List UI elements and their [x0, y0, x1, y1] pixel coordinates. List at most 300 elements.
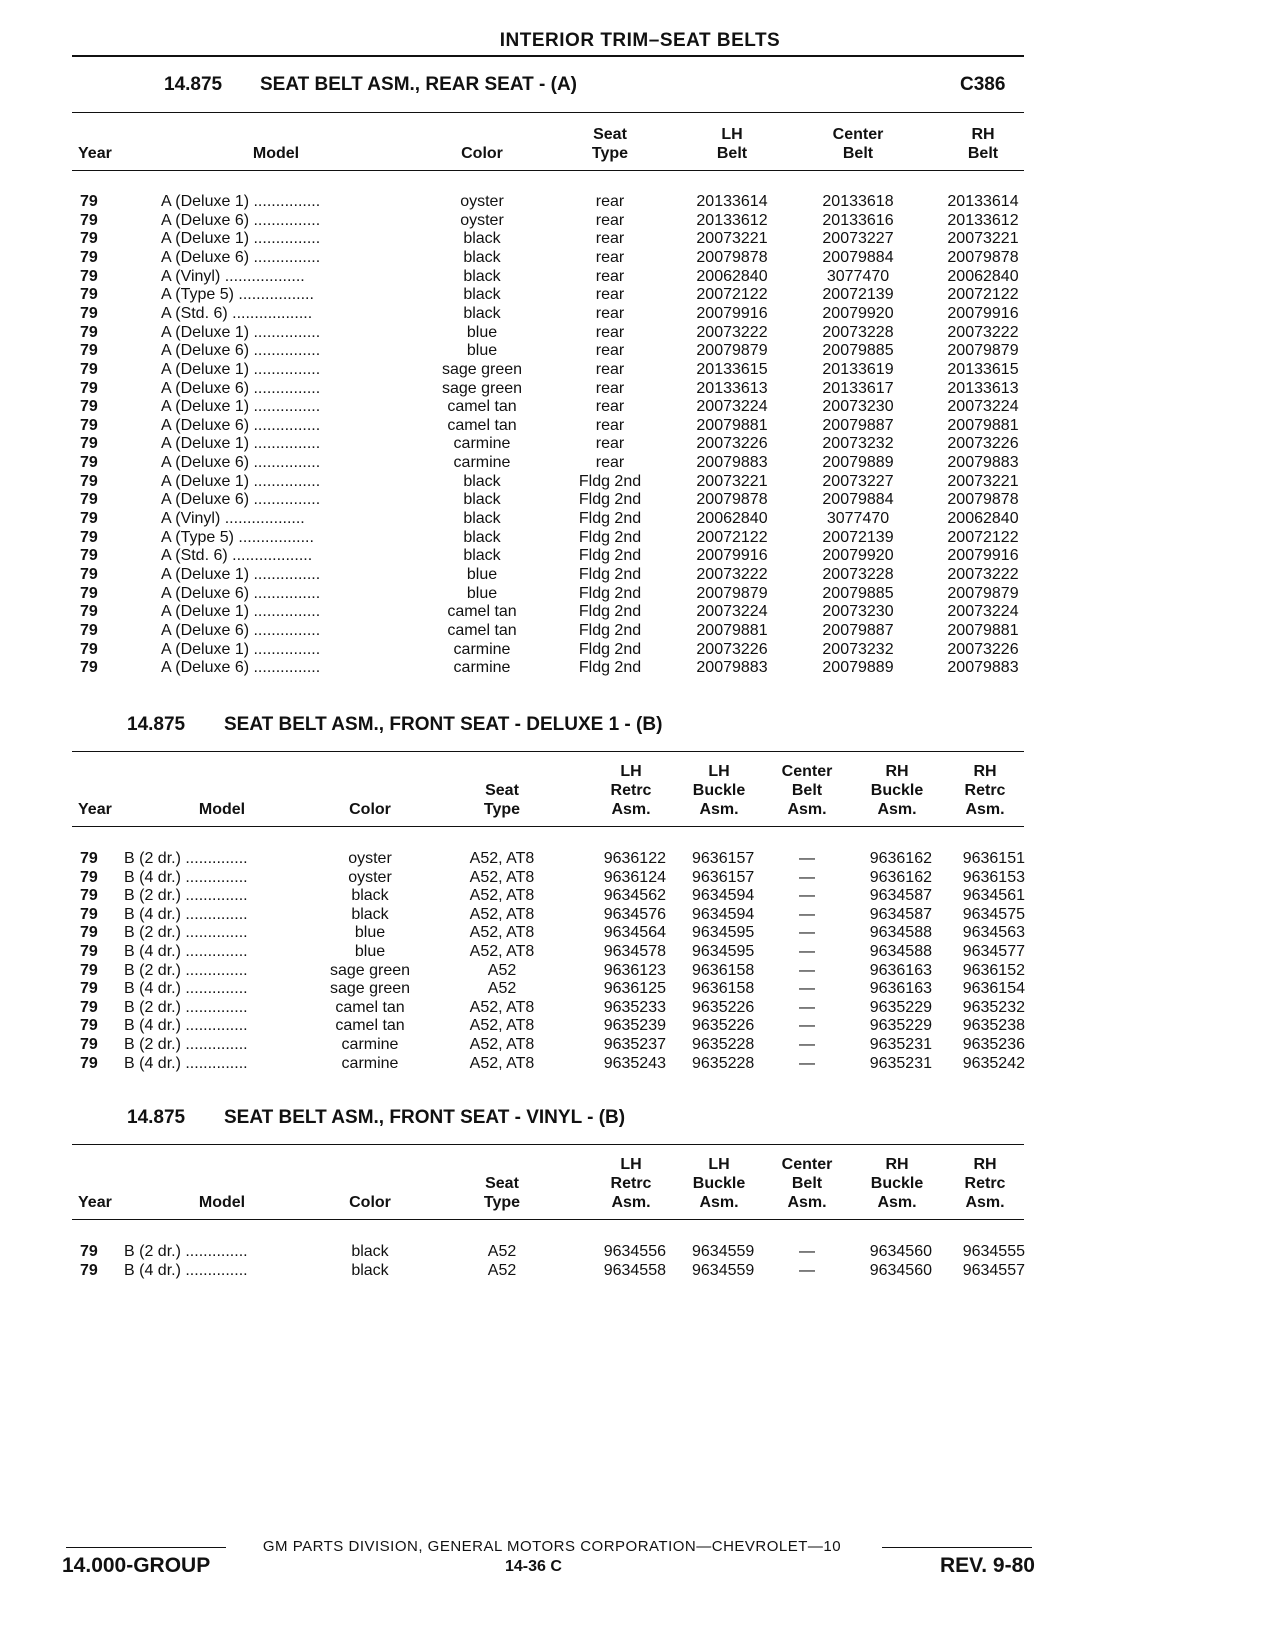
cell-year: 79 [80, 1243, 98, 1260]
cell-center-belt: — [799, 961, 815, 979]
cell-lh-belt: 20073222 [696, 323, 768, 341]
cell-lh-retrc: 9634558 [603, 1261, 666, 1279]
cell-center-belt: 20079885 [822, 342, 894, 360]
cell-rh-belt: 20133615 [947, 360, 1019, 378]
cell-model: A (Deluxe 6) ............... [161, 621, 321, 639]
cell-center-belt: 20079889 [822, 454, 894, 472]
cell-year: 79 [80, 566, 98, 583]
cell-year: 79 [80, 323, 98, 341]
cell-seat-type: A52, AT8 [469, 1054, 535, 1072]
rear-hdr-color: Color [461, 145, 503, 162]
cell-color: oyster [348, 850, 392, 867]
cell-center-belt: — [799, 1243, 815, 1260]
cell-lh-buckle: 9634595 [692, 924, 755, 942]
cell-rh-buckle: 9636163 [869, 980, 932, 998]
cell-seat-type: rear [595, 211, 625, 229]
vinyl-hdr-rh-buckle: RH Buckle Asm. [870, 1156, 924, 1211]
cell-color: camel tan [447, 398, 517, 416]
cell-year: 79 [80, 547, 98, 565]
cell-rh-buckle: 9635231 [869, 1036, 932, 1053]
cell-rh-belt: 20062840 [947, 510, 1019, 528]
cell-model: A (Deluxe 1) ............... [161, 603, 321, 621]
cell-year: 79 [80, 528, 98, 546]
table-row [0, 584, 1280, 603]
cell-rh-buckle: 9635231 [869, 1054, 932, 1072]
cell-color: sage green [441, 379, 523, 397]
footer-rule-left [66, 1547, 226, 1548]
cell-rh-buckle: 9636163 [869, 961, 932, 979]
rear-hdr-center-belt: Center Belt [832, 126, 884, 162]
table-row [0, 323, 1280, 342]
cell-lh-buckle: 9635226 [692, 1017, 755, 1035]
cell-year: 79 [80, 621, 98, 639]
deluxe-hdr-year: Year [78, 801, 112, 818]
cell-model: A (Deluxe 6) ............... [161, 416, 321, 434]
cell-lh-belt: 20079878 [696, 248, 768, 266]
cell-model: B (2 dr.) .............. [124, 1036, 248, 1053]
cell-model: B (2 dr.) .............. [124, 850, 248, 867]
deluxe-section-number: 14.875 [127, 714, 186, 735]
table-row [0, 229, 1280, 248]
table-row [0, 942, 1280, 961]
cell-center-belt: 20133619 [822, 360, 894, 378]
cell-rh-retrc: 9634575 [962, 905, 1025, 923]
cell-lh-belt: 20133613 [696, 379, 768, 397]
cell-rh-belt: 20073221 [947, 230, 1019, 248]
cell-center-belt: — [799, 1036, 815, 1053]
cell-seat-type: A52, AT8 [469, 905, 535, 923]
cell-lh-belt: 20079879 [696, 584, 768, 602]
cell-center-belt: — [799, 998, 815, 1016]
cell-model: B (4 dr.) .............. [124, 1017, 248, 1035]
cell-color: black [463, 547, 501, 565]
cell-color: carmine [453, 659, 511, 677]
cell-center-belt: 20073232 [822, 435, 894, 453]
cell-year: 79 [80, 435, 98, 453]
cell-lh-retrc: 9634576 [603, 905, 666, 923]
footer-group: 14.000-GROUP [62, 1554, 211, 1577]
cell-rh-retrc: 9634561 [962, 887, 1025, 905]
table-row [0, 640, 1280, 659]
table-row [0, 360, 1280, 379]
cell-seat-type: A52, AT8 [469, 868, 535, 886]
table-row [0, 849, 1280, 868]
vinyl-hdr-seat-type: Seat Type [483, 1175, 521, 1211]
vinyl-header-rule [72, 1219, 1024, 1220]
cell-lh-retrc: 9636125 [603, 980, 666, 998]
cell-rh-belt: 20073222 [947, 566, 1019, 583]
cell-center-belt: — [799, 887, 815, 905]
cell-color: camel tan [335, 1017, 405, 1035]
cell-rh-buckle: 9636162 [869, 868, 932, 886]
cell-year: 79 [80, 1054, 98, 1072]
cell-color: black [463, 510, 501, 528]
cell-color: blue [354, 943, 386, 960]
cell-rh-retrc: 9634577 [962, 943, 1025, 960]
footer-rule-right [882, 1547, 1032, 1548]
cell-model: A (Deluxe 1) ............... [161, 640, 321, 658]
cell-year: 79 [80, 454, 98, 472]
cell-center-belt: 20073228 [822, 323, 894, 341]
cell-year: 79 [80, 230, 98, 248]
cell-seat-type: A52 [487, 980, 517, 998]
cell-color: camel tan [447, 621, 517, 639]
cell-lh-buckle: 9634559 [692, 1243, 755, 1260]
cell-year: 79 [80, 491, 98, 509]
rear-section-code: C386 [960, 74, 1006, 95]
cell-lh-belt: 20073221 [696, 472, 768, 490]
cell-model: A (Std. 6) .................. [161, 547, 313, 565]
cell-model: A (Deluxe 1) ............... [161, 566, 321, 583]
vinyl-section-title: SEAT BELT ASM., FRONT SEAT - VINYL - (B) [224, 1107, 626, 1128]
table-row [0, 961, 1280, 980]
cell-model: A (Deluxe 6) ............... [161, 379, 321, 397]
cell-center-belt: 3077470 [826, 510, 890, 528]
cell-seat-type: rear [595, 416, 625, 434]
cell-color: carmine [453, 454, 511, 472]
cell-model: B (4 dr.) .............. [124, 1261, 248, 1279]
cell-rh-buckle: 9634560 [869, 1243, 932, 1260]
table-row [0, 1035, 1280, 1054]
cell-model: A (Deluxe 6) ............... [161, 248, 321, 266]
cell-lh-buckle: 9636157 [692, 850, 755, 867]
cell-lh-buckle: 9636158 [692, 980, 755, 998]
cell-color: oyster [348, 868, 392, 886]
deluxe-hdr-model: Model [198, 801, 246, 818]
cell-seat-type: A52 [487, 961, 517, 979]
cell-center-belt: — [799, 850, 815, 867]
cell-color: carmine [453, 435, 511, 453]
vinyl-hdr-year: Year [78, 1194, 112, 1211]
cell-rh-belt: 20079881 [947, 621, 1019, 639]
table-row [0, 602, 1280, 621]
table-row [0, 434, 1280, 453]
cell-year: 79 [80, 924, 98, 942]
cell-model: A (Deluxe 6) ............... [161, 584, 321, 602]
cell-rh-buckle: 9636162 [869, 850, 932, 867]
cell-model: A (Deluxe 1) ............... [161, 230, 321, 248]
cell-center-belt: — [799, 980, 815, 998]
cell-seat-type: Fldg 2nd [578, 659, 642, 677]
cell-lh-belt: 20079881 [696, 416, 768, 434]
cell-center-belt: 20133618 [822, 193, 894, 210]
cell-lh-buckle: 9635228 [692, 1036, 755, 1053]
cell-center-belt: 20133617 [822, 379, 894, 397]
cell-rh-retrc: 9634563 [962, 924, 1025, 942]
cell-seat-type: rear [595, 435, 625, 453]
cell-lh-retrc: 9634578 [603, 943, 666, 960]
cell-lh-belt: 20073226 [696, 435, 768, 453]
cell-lh-retrc: 9635237 [603, 1036, 666, 1053]
cell-seat-type: Fldg 2nd [578, 621, 642, 639]
cell-lh-retrc: 9634556 [603, 1243, 666, 1260]
cell-color: black [463, 491, 501, 509]
cell-model: B (4 dr.) .............. [124, 943, 248, 960]
cell-rh-belt: 20079916 [947, 304, 1019, 322]
footer-revision: REV. 9-80 [940, 1554, 1035, 1577]
cell-rh-belt: 20073221 [947, 472, 1019, 490]
table-row [0, 267, 1280, 286]
cell-seat-type: rear [595, 342, 625, 360]
cell-model: B (4 dr.) .............. [124, 905, 248, 923]
cell-rh-belt: 20133612 [947, 211, 1019, 229]
cell-color: sage green [441, 360, 523, 378]
rear-section-number: 14.875 [164, 74, 223, 95]
cell-color: carmine [341, 1054, 399, 1072]
cell-year: 79 [80, 640, 98, 658]
cell-model: B (2 dr.) .............. [124, 1243, 248, 1260]
deluxe-hdr-rh-retrc: RH Retrc Asm. [964, 763, 1006, 818]
cell-lh-belt: 20073226 [696, 640, 768, 658]
cell-rh-belt: 20079881 [947, 416, 1019, 434]
cell-rh-belt: 20073226 [947, 435, 1019, 453]
deluxe-hdr-center-belt: Center Belt Asm. [781, 763, 833, 818]
cell-year: 79 [80, 211, 98, 229]
cell-year: 79 [80, 659, 98, 677]
cell-lh-belt: 20079881 [696, 621, 768, 639]
cell-model: A (Deluxe 1) ............... [161, 435, 321, 453]
cell-model: A (Vinyl) .................. [161, 267, 305, 285]
cell-year: 79 [80, 304, 98, 322]
table-row [0, 658, 1280, 677]
cell-center-belt: — [799, 868, 815, 886]
cell-center-belt: 20073227 [822, 230, 894, 248]
cell-color: black [463, 267, 501, 285]
cell-lh-belt: 20079879 [696, 342, 768, 360]
table-row [0, 248, 1280, 267]
cell-model: A (Type 5) ................. [161, 528, 314, 546]
cell-seat-type: A52 [487, 1243, 517, 1260]
cell-seat-type: A52, AT8 [469, 1017, 535, 1035]
cell-rh-belt: 20073222 [947, 323, 1019, 341]
cell-seat-type: rear [595, 230, 625, 248]
cell-lh-belt: 20079916 [696, 547, 768, 565]
footer-page-number: 14-36 C [505, 1558, 562, 1575]
footer-publisher-line: GM PARTS DIVISION, GENERAL MOTORS CORPORATION—CHEVROLET—10 [262, 1538, 842, 1555]
cell-center-belt: 20072139 [822, 528, 894, 546]
cell-lh-retrc: 9635233 [603, 998, 666, 1016]
rear-top-rule [72, 112, 1024, 113]
cell-rh-retrc: 9635236 [962, 1036, 1025, 1053]
deluxe-top-rule [72, 751, 1024, 752]
cell-year: 79 [80, 342, 98, 360]
cell-lh-retrc: 9636123 [603, 961, 666, 979]
table-row [0, 416, 1280, 435]
cell-rh-buckle: 9634588 [869, 943, 932, 960]
cell-lh-retrc: 9635243 [603, 1054, 666, 1072]
cell-seat-type: Fldg 2nd [578, 603, 642, 621]
cell-center-belt: — [799, 1261, 815, 1279]
cell-lh-belt: 20062840 [696, 267, 768, 285]
cell-model: A (Std. 6) .................. [161, 304, 313, 322]
cell-lh-belt: 20079878 [696, 491, 768, 509]
cell-seat-type: rear [595, 360, 625, 378]
cell-center-belt: 20073230 [822, 603, 894, 621]
cell-year: 79 [80, 887, 98, 905]
cell-color: blue [354, 924, 386, 942]
cell-seat-type: rear [595, 304, 625, 322]
table-row [0, 1016, 1280, 1035]
cell-center-belt: 20079884 [822, 248, 894, 266]
cell-seat-type: A52, AT8 [469, 924, 535, 942]
table-row [0, 490, 1280, 509]
cell-color: camel tan [447, 416, 517, 434]
cell-model: A (Vinyl) .................. [161, 510, 305, 528]
cell-rh-retrc: 9636153 [962, 868, 1025, 886]
cell-rh-belt: 20079878 [947, 248, 1019, 266]
cell-color: blue [466, 566, 498, 583]
cell-lh-belt: 20133614 [696, 193, 768, 210]
cell-rh-retrc: 9636154 [962, 980, 1025, 998]
cell-color: black [351, 887, 389, 905]
vinyl-hdr-center-belt: Center Belt Asm. [781, 1156, 833, 1211]
cell-seat-type: Fldg 2nd [578, 566, 642, 583]
cell-year: 79 [80, 980, 98, 998]
cell-year: 79 [80, 472, 98, 490]
table-row [0, 192, 1280, 211]
cell-color: sage green [329, 980, 411, 998]
cell-seat-type: A52 [487, 1261, 517, 1279]
cell-year: 79 [80, 286, 98, 304]
cell-color: sage green [329, 961, 411, 979]
cell-rh-belt: 20073226 [947, 640, 1019, 658]
cell-model: B (2 dr.) .............. [124, 961, 248, 979]
deluxe-hdr-lh-retrc: LH Retrc Asm. [610, 763, 652, 818]
table-row [0, 472, 1280, 491]
cell-model: A (Deluxe 1) ............... [161, 472, 321, 490]
table-row [0, 211, 1280, 230]
cell-center-belt: 20073228 [822, 566, 894, 583]
table-row [0, 905, 1280, 924]
cell-color: blue [466, 342, 498, 360]
cell-year: 79 [80, 248, 98, 266]
table-row [0, 868, 1280, 887]
rear-section-title: SEAT BELT ASM., REAR SEAT - (A) [260, 74, 578, 95]
cell-seat-type: Fldg 2nd [578, 491, 642, 509]
cell-lh-belt: 20072122 [696, 528, 768, 546]
cell-rh-belt: 20072122 [947, 528, 1019, 546]
cell-lh-retrc: 9634564 [603, 924, 666, 942]
rear-hdr-year: Year [78, 145, 112, 162]
cell-center-belt: 20079884 [822, 491, 894, 509]
cell-year: 79 [80, 360, 98, 378]
deluxe-hdr-color: Color [349, 801, 391, 818]
cell-rh-belt: 20079878 [947, 491, 1019, 509]
cell-color: black [463, 528, 501, 546]
cell-lh-retrc: 9636124 [603, 868, 666, 886]
cell-seat-type: Fldg 2nd [578, 472, 642, 490]
cell-seat-type: A52, AT8 [469, 1036, 535, 1053]
cell-model: B (2 dr.) .............. [124, 887, 248, 905]
cell-color: carmine [453, 640, 511, 658]
vinyl-hdr-lh-buckle: LH Buckle Asm. [692, 1156, 746, 1211]
cell-seat-type: rear [595, 454, 625, 472]
rear-header-rule [72, 170, 1024, 171]
cell-rh-belt: 20133613 [947, 379, 1019, 397]
cell-color: black [351, 1261, 389, 1279]
cell-model: A (Deluxe 1) ............... [161, 360, 321, 378]
cell-lh-belt: 20079883 [696, 659, 768, 677]
table-row [0, 379, 1280, 398]
cell-lh-retrc: 9634562 [603, 887, 666, 905]
cell-model: B (4 dr.) .............. [124, 1054, 248, 1072]
cell-seat-type: Fldg 2nd [578, 640, 642, 658]
cell-rh-buckle: 9634560 [869, 1261, 932, 1279]
cell-seat-type: A52, AT8 [469, 998, 535, 1016]
cell-lh-belt: 20073224 [696, 603, 768, 621]
title-rule [72, 55, 1024, 57]
cell-color: black [351, 1243, 389, 1260]
cell-lh-buckle: 9635228 [692, 1054, 755, 1072]
cell-center-belt: — [799, 1054, 815, 1072]
cell-lh-buckle: 9636158 [692, 961, 755, 979]
cell-seat-type: Fldg 2nd [578, 528, 642, 546]
cell-seat-type: Fldg 2nd [578, 510, 642, 528]
cell-lh-buckle: 9634559 [692, 1261, 755, 1279]
cell-lh-retrc: 9635239 [603, 1017, 666, 1035]
table-row [0, 304, 1280, 323]
cell-year: 79 [80, 905, 98, 923]
cell-center-belt: 20073230 [822, 398, 894, 416]
cell-seat-type: Fldg 2nd [578, 584, 642, 602]
cell-color: blue [466, 584, 498, 602]
cell-color: black [463, 304, 501, 322]
cell-year: 79 [80, 267, 98, 285]
cell-lh-belt: 20073221 [696, 230, 768, 248]
vinyl-hdr-rh-retrc: RH Retrc Asm. [964, 1156, 1006, 1211]
cell-model: A (Deluxe 6) ............... [161, 659, 321, 677]
cell-year: 79 [80, 1036, 98, 1053]
cell-year: 79 [80, 961, 98, 979]
cell-model: A (Deluxe 6) ............... [161, 211, 321, 229]
cell-center-belt: — [799, 1017, 815, 1035]
cell-color: oyster [460, 193, 504, 210]
cell-lh-retrc: 9636122 [603, 850, 666, 867]
cell-rh-retrc: 9634555 [962, 1243, 1025, 1260]
vinyl-hdr-color: Color [349, 1194, 391, 1211]
cell-year: 79 [80, 1261, 98, 1279]
cell-seat-type: Fldg 2nd [578, 547, 642, 565]
cell-rh-belt: 20062840 [947, 267, 1019, 285]
cell-rh-buckle: 9634588 [869, 924, 932, 942]
table-row [0, 998, 1280, 1017]
page-title: INTERIOR TRIM–SEAT BELTS [499, 30, 781, 51]
cell-rh-retrc: 9635238 [962, 1017, 1025, 1035]
cell-lh-belt: 20079883 [696, 454, 768, 472]
cell-lh-belt: 20073224 [696, 398, 768, 416]
cell-center-belt: 20079889 [822, 659, 894, 677]
cell-rh-retrc: 9636151 [962, 850, 1025, 867]
cell-rh-belt: 20072122 [947, 286, 1019, 304]
cell-year: 79 [80, 1017, 98, 1035]
cell-center-belt: — [799, 943, 815, 960]
cell-model: A (Deluxe 6) ............... [161, 342, 321, 360]
cell-model: B (4 dr.) .............. [124, 868, 248, 886]
rear-hdr-rh-belt: RH Belt [967, 126, 999, 162]
cell-center-belt: — [799, 905, 815, 923]
cell-seat-type: rear [595, 286, 625, 304]
table-row [0, 453, 1280, 472]
table-row [0, 528, 1280, 547]
cell-rh-retrc: 9634557 [962, 1261, 1025, 1279]
cell-rh-belt: 20133614 [947, 193, 1019, 210]
cell-color: black [351, 905, 389, 923]
cell-lh-belt: 20133615 [696, 360, 768, 378]
cell-seat-type: rear [595, 248, 625, 266]
table-row [0, 979, 1280, 998]
cell-rh-buckle: 9635229 [869, 1017, 932, 1035]
cell-lh-belt: 20073222 [696, 566, 768, 583]
